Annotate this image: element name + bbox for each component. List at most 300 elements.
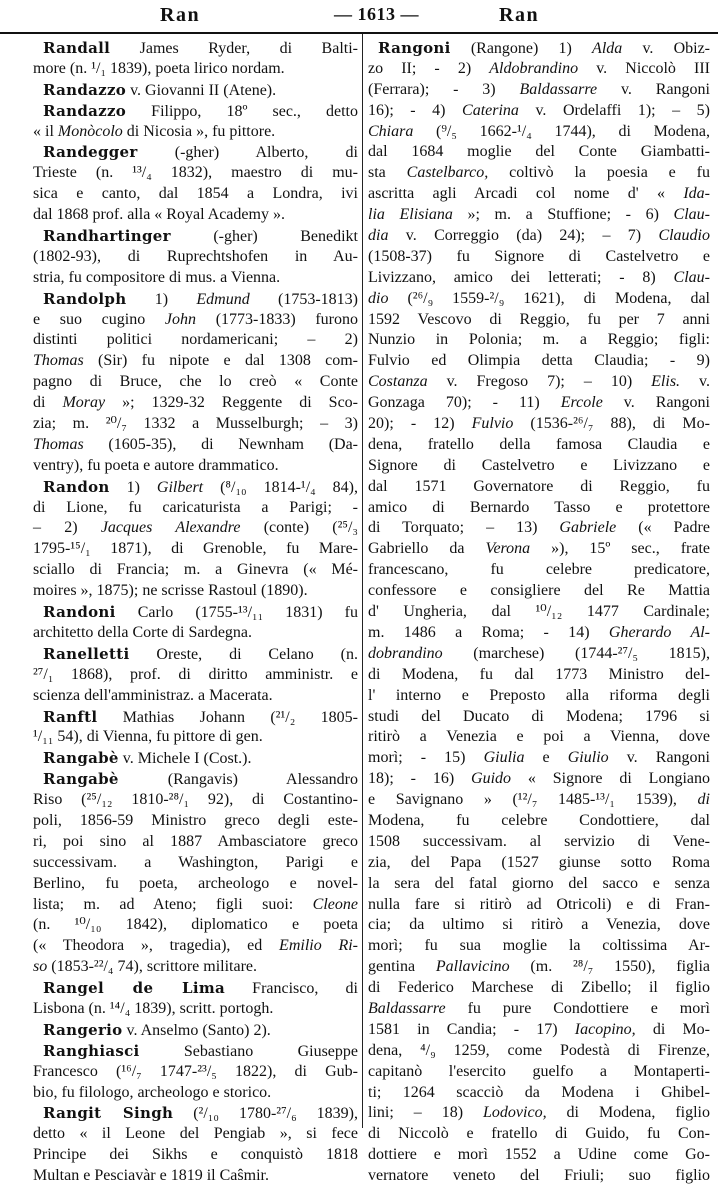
body-text: dal 1684 moglie del Conte Giambatti- xyxy=(368,143,710,161)
body-text: « Signore di Longiano xyxy=(511,770,710,788)
text-line xyxy=(33,122,358,143)
body-text: ventry), fu poeta e autore drammatico. xyxy=(33,456,279,474)
body-text: e suo cugino xyxy=(33,310,165,328)
body-text: (-gher) Benedikt xyxy=(170,228,358,246)
text-line xyxy=(33,707,358,728)
body-text: more (n. ¹/₁ 1839), poeta lirico nordam. xyxy=(33,59,285,77)
body-text: amico di Bernardo Tasso e protettore xyxy=(368,498,710,516)
text-line xyxy=(368,205,710,226)
text-line xyxy=(33,769,358,790)
italic-text: Elis. xyxy=(651,373,681,391)
body-text: Filippo, 18º sec., detto xyxy=(126,102,358,120)
body-text: cia; da ultimo si ritirò a Venezia, dove xyxy=(368,916,710,934)
body-text: 1592 Vescovo di Reggio, fu per 7 anni xyxy=(368,310,710,328)
text-line xyxy=(368,477,710,498)
body-text: Modena, fu celebre Condottiere, dal xyxy=(368,811,710,829)
body-text: poli, 1856-59 Ministro greco degli este- xyxy=(33,811,358,829)
body-text: (Ferrara); - 3) xyxy=(368,80,520,98)
body-text: e Savignano » (¹²/₇ 1485-¹³/₁ 1539), xyxy=(368,791,698,809)
text-line xyxy=(368,268,710,289)
body-text: (⁸/₁₀ 1814-¹/₄ 84), xyxy=(203,478,359,496)
text-line xyxy=(33,1041,358,1062)
body-text: Lisbona (n. ¹⁴/₄ 1839), scritt. portogh. xyxy=(33,999,274,1017)
body-text: (²⁶/₉ 1559-²/₉ 1621), di Modena, dal xyxy=(388,289,710,307)
entry-headword: Rangabè xyxy=(43,749,119,768)
body-text: 20); - 12) xyxy=(368,415,472,433)
column-divider xyxy=(362,34,363,1128)
body-text: (1802-93), di Ruprechtshofen in Au- xyxy=(33,247,358,265)
text-line xyxy=(368,644,710,665)
body-text: di Federico Marchese di Zibello; il figlio xyxy=(368,979,710,997)
body-text: (1753-1813) xyxy=(249,290,358,308)
text-line xyxy=(33,226,358,247)
body-text: v. Giovanni II (Atene). xyxy=(126,81,277,99)
body-text: (m. ²⁸/₇ 1550), figlia xyxy=(509,958,711,976)
italic-text: Jacques Alexandre xyxy=(100,519,241,537)
body-text: di Mo- xyxy=(635,1020,710,1038)
body-text: di Lione, fu caricaturista a Parigi; - xyxy=(33,498,358,516)
text-line xyxy=(368,1020,710,1041)
italic-text: di xyxy=(697,791,710,809)
header-left-guide-word: Ran xyxy=(160,4,201,26)
body-text: v. Anselmo (Santo) 2). xyxy=(122,1021,271,1039)
text-line xyxy=(33,518,358,539)
body-text: Francesco (¹⁶/₇ 1747-²³/₅ 1822), di Gub- xyxy=(33,1062,358,1080)
text-line xyxy=(33,142,358,163)
body-text: francescano, fu celebre predicatore, xyxy=(368,561,710,579)
text-line xyxy=(33,477,358,498)
text-line xyxy=(368,101,710,122)
text-line xyxy=(368,1041,710,1062)
text-line xyxy=(33,435,358,456)
text-line xyxy=(368,1062,710,1083)
italic-text: Chiara xyxy=(368,122,414,140)
body-text: (marchese) (1744-²⁷/₅ 1815), xyxy=(442,644,710,662)
italic-text: Cleone xyxy=(312,895,358,913)
text-line xyxy=(33,915,358,936)
body-text: gentina xyxy=(368,958,436,976)
italic-text: dio xyxy=(368,289,389,307)
body-text: di Niccolò e fratello di Guido, fu Con- xyxy=(368,1125,710,1143)
body-text: zia; m. ²⁰/₇ 1332 a Musselburgh; – 3) xyxy=(33,415,358,433)
text-line xyxy=(33,1145,358,1166)
text-line xyxy=(33,205,358,226)
italic-text: so xyxy=(33,958,48,976)
text-line xyxy=(368,1166,710,1187)
body-text: – 2) xyxy=(33,519,101,537)
text-line xyxy=(368,142,710,163)
body-text: scienza dell'amministraz. a Macerata. xyxy=(33,686,273,704)
entry-headword: Rangerio xyxy=(43,1020,123,1039)
body-text: (1605-35), di Newnham (Da- xyxy=(83,435,358,453)
italic-text: Caterina xyxy=(462,101,519,119)
text-line xyxy=(33,623,358,644)
italic-text: Verona xyxy=(485,540,531,558)
body-text: 16); - 4) xyxy=(368,101,463,119)
text-line xyxy=(33,163,358,184)
text-line xyxy=(368,330,710,351)
text-line xyxy=(368,665,710,686)
body-text: v. Ordelaffi 1); – 5) xyxy=(518,101,710,119)
body-text: la sera del fatal giorno del sacco e senza xyxy=(368,874,710,892)
body-text: di Nicosia », fu pittore. xyxy=(122,122,276,140)
body-text: Berlino, fu poeta, archeologo e novel- xyxy=(33,874,358,892)
body-text: zia, del Papa (1527 giunse sotto Roma xyxy=(368,853,710,871)
text-line xyxy=(33,1103,358,1124)
text-line xyxy=(368,686,710,707)
body-text: Fulvio ed Olimpia detta Claudia; - 9) xyxy=(368,352,710,370)
text-line xyxy=(368,602,710,623)
text-line xyxy=(368,1083,710,1104)
body-text: « il xyxy=(33,122,58,140)
italic-text: Gherardo Al- xyxy=(608,623,710,641)
text-line xyxy=(33,1062,358,1083)
body-text: (1536-²⁶/₇ 88), di Mo- xyxy=(513,415,710,433)
italic-text: Gilbert xyxy=(156,478,204,496)
body-text: ti; 1264 scacciò da Modena i Ghibel- xyxy=(368,1083,710,1101)
body-text: bio, fu filologo, archeologo e storico. xyxy=(33,1083,272,1101)
body-text: ritirò a Venezia e poi a Vienna, dove xyxy=(368,728,710,746)
body-text: Principe dei Sikhs e conquistò 1818 xyxy=(33,1146,358,1164)
text-line xyxy=(368,289,710,310)
text-line xyxy=(368,518,710,539)
italic-text: Fulvio xyxy=(471,415,514,433)
text-line xyxy=(368,498,710,519)
text-line xyxy=(33,539,358,560)
text-line xyxy=(368,957,710,978)
text-line xyxy=(368,936,710,957)
text-line xyxy=(368,978,710,999)
body-text: dena, fratello della famosa Claudia e xyxy=(368,435,710,453)
text-line xyxy=(368,539,710,560)
text-line xyxy=(33,393,358,414)
body-text: (conte) (²⁵/₃ xyxy=(240,519,359,537)
italic-text: Claudio xyxy=(658,227,710,245)
body-text: ¹/₁₁ 54), di Vienna, fu pittore di gen. xyxy=(33,728,263,746)
text-line xyxy=(33,832,358,853)
text-line xyxy=(33,38,358,59)
body-text: (⁹/₅ 1662-¹/₄ 1744), di Modena, xyxy=(413,122,710,140)
text-line xyxy=(368,853,710,874)
body-text: lini; – 18) xyxy=(368,1104,484,1122)
italic-text: Ida- xyxy=(683,185,710,203)
body-text: (-gher) Alberto, di xyxy=(137,144,358,162)
text-line xyxy=(33,310,358,331)
italic-text: Emilio Ri- xyxy=(279,937,359,955)
text-line xyxy=(368,560,710,581)
text-line xyxy=(368,790,710,811)
italic-text: dobrandino xyxy=(368,644,443,662)
entry-headword: Randolph xyxy=(43,289,127,308)
text-line xyxy=(368,38,710,59)
body-text: zo II; - 2) xyxy=(368,59,490,77)
text-line xyxy=(33,686,358,707)
text-line xyxy=(368,414,710,435)
header-page-number: — 1613 — xyxy=(334,4,419,24)
body-text: di Modena, fu dal 1773 Ministro del- xyxy=(368,665,710,683)
body-text: Signore di Castelvetro e Livizzano e xyxy=(368,456,710,474)
text-line xyxy=(33,874,358,895)
body-text: sica e canto, dal 1854 a Londra, ivi xyxy=(33,185,358,203)
body-text: v. Fregoso 7); – 10) xyxy=(427,373,652,391)
body-text: Riso (²⁵/₁₂ 1810-²⁸/₁ 92), di Costantino- xyxy=(33,791,358,809)
text-line xyxy=(368,832,710,853)
text-line xyxy=(368,1103,710,1124)
entry-headword: Rangel de Lima xyxy=(43,979,226,998)
body-text: Mathias Johann (²¹/₂ 1805- xyxy=(97,708,358,726)
body-text: v. Obiz- xyxy=(622,40,711,57)
text-line xyxy=(368,184,710,205)
italic-text: Gabriele xyxy=(559,519,617,537)
italic-text: John xyxy=(164,310,197,328)
text-line xyxy=(33,498,358,519)
header-rule xyxy=(0,32,718,34)
text-line xyxy=(33,1166,358,1187)
italic-text: Clau- xyxy=(673,206,710,224)
text-line xyxy=(33,1083,358,1104)
text-line xyxy=(33,811,358,832)
body-text: v. Michele I (Cost.). xyxy=(118,750,252,768)
text-line xyxy=(33,351,358,372)
text-line xyxy=(368,811,710,832)
italic-text: Pallavicino xyxy=(435,958,510,976)
text-line xyxy=(33,101,358,122)
text-line xyxy=(368,623,710,644)
italic-text: Lodovico, xyxy=(483,1104,547,1122)
body-text: morì; - 15) xyxy=(368,749,484,767)
body-text: Gonzaga 70); - 11) xyxy=(368,394,561,412)
text-line xyxy=(33,59,358,80)
entry-headword: Ranghiasci xyxy=(43,1041,140,1060)
body-text: 1) xyxy=(126,290,197,308)
text-line xyxy=(368,80,710,101)
text-line xyxy=(33,602,358,623)
left-column xyxy=(33,38,358,1187)
italic-text: dia xyxy=(368,227,389,245)
body-text: pagno di Bruce, che lo creò « Conte xyxy=(33,373,358,391)
italic-text: lia Elisiana xyxy=(368,206,453,224)
text-line xyxy=(33,414,358,435)
body-text: v. Correggio (da) 24); – 7) xyxy=(388,227,659,245)
entry-headword: Rangabè xyxy=(43,770,119,789)
body-text: fu pure Condottiere e morì xyxy=(445,999,710,1017)
body-text: dottiere e morì 1552 a Udine come Go- xyxy=(368,1146,710,1164)
body-text: Nunzio in Polonia; m. a Reggio; figli: xyxy=(368,331,710,349)
text-line xyxy=(368,351,710,372)
text-line xyxy=(368,393,710,414)
body-text: sciallo di Francia; m. a Ginevra (« Mé- xyxy=(33,561,358,579)
entry-headword: Rangoni xyxy=(378,39,451,57)
body-text: m. 1486 a Roma; - 14) xyxy=(368,623,609,641)
text-line xyxy=(33,80,358,101)
entry-headword: Ranelletti xyxy=(43,644,130,663)
entry-headword: Randon xyxy=(43,477,110,496)
body-text: 18); - 16) xyxy=(368,770,472,788)
text-line xyxy=(368,915,710,936)
right-column xyxy=(368,38,710,1187)
italic-text: Ercole xyxy=(560,394,603,412)
body-text: ²⁷/₁ 1868), prof. di diritto amministr. e xyxy=(33,665,358,683)
text-line xyxy=(368,1145,710,1166)
text-line xyxy=(33,978,358,999)
entry-headword: Randazzo xyxy=(43,80,127,99)
text-line xyxy=(33,581,358,602)
text-line xyxy=(368,895,710,916)
body-text: Livizzano, amico dei letterati; - 8) xyxy=(368,268,674,286)
text-line xyxy=(368,999,710,1020)
body-text: (1508-37) fu Signore di Castelvetro e xyxy=(368,247,710,265)
body-text: (« Theodora », tragedia), ed xyxy=(33,937,280,955)
body-text: (Sir) fu nipote e dal 1308 com- xyxy=(83,352,358,370)
body-text: e xyxy=(524,749,568,767)
body-text: vernatore veneto del Friuli; suo figlio xyxy=(368,1167,710,1185)
italic-text: Giulio xyxy=(567,749,609,767)
entry-headword: Randegger xyxy=(43,143,138,162)
text-line xyxy=(33,1124,358,1145)
text-line xyxy=(33,999,358,1020)
text-line xyxy=(368,310,710,331)
text-line xyxy=(368,435,710,456)
body-text: dena, ⁴/₉ 1259, come Podestà di Firenze, xyxy=(368,1041,710,1059)
body-text: di xyxy=(33,394,63,412)
body-text: »; 1329-32 Reggente di Sco- xyxy=(105,394,358,412)
body-text: v. Rangoni xyxy=(597,80,710,98)
body-text: 1508 successivam. al servizio di Vene- xyxy=(368,832,710,850)
body-text: dal 1571 Governatore di Reggio, fu xyxy=(368,477,710,495)
body-text: architetto della Corte di Sardegna. xyxy=(33,623,253,641)
body-text: v. Rangoni xyxy=(602,394,710,412)
text-line xyxy=(33,727,358,748)
body-text: di Torquato; – 13) xyxy=(368,519,560,537)
body-text: moires », 1875); ne scrisse Rastoul (1890). xyxy=(33,582,308,600)
italic-text: Giulia xyxy=(483,749,525,767)
entry-headword: Randoni xyxy=(43,603,116,622)
body-text: Multan e Pesciavàr e 1819 il Caŝmir. xyxy=(33,1167,269,1185)
body-text: 1) xyxy=(109,478,157,496)
italic-text: Alda xyxy=(592,40,623,57)
body-text: ascritta agli Arcadi col nome d' « xyxy=(368,185,684,203)
text-line xyxy=(368,1124,710,1145)
text-line xyxy=(368,247,710,268)
body-text: (²/₁₀ 1780-²⁷/₆ 1839), xyxy=(173,1105,359,1123)
body-text: Oreste, di Celano (n. xyxy=(129,645,358,663)
text-line xyxy=(368,456,710,477)
text-line xyxy=(368,163,710,184)
text-line xyxy=(33,853,358,874)
body-text: detto « il Leone del Pengiab », si fece xyxy=(33,1125,358,1143)
text-line xyxy=(33,644,358,665)
text-line xyxy=(33,895,358,916)
body-text: studi del Ducato di Modena; 1796 si xyxy=(368,707,710,725)
entry-headword: Randall xyxy=(43,39,111,57)
body-text: (1773-1833) furono xyxy=(196,310,359,328)
entry-headword: Randhartinger xyxy=(43,227,171,246)
text-line xyxy=(368,122,710,143)
body-text: morì; fu sua moglie la coltissima Ar- xyxy=(368,937,710,955)
text-line xyxy=(368,727,710,748)
text-line xyxy=(33,184,358,205)
body-text: 1795-¹⁵/₁ 1871), di Grenoble, fu Mare- xyxy=(33,540,358,558)
header-right-guide-word: Ran xyxy=(499,4,540,26)
text-line xyxy=(33,665,358,686)
italic-text: Edmund xyxy=(196,290,250,308)
text-line xyxy=(368,769,710,790)
body-text: Gabriello da xyxy=(368,540,486,558)
entry-headword: Randazzo xyxy=(43,101,127,120)
body-text: v. Rangoni xyxy=(608,749,710,767)
text-line xyxy=(33,268,358,289)
text-line xyxy=(368,59,710,80)
text-line xyxy=(33,957,358,978)
italic-text: Moray xyxy=(62,394,106,412)
body-text: distinti politici nordamericani; – 2) xyxy=(33,331,358,349)
body-text: (n. ¹⁰/₁₀ 1842), diplomatico e poeta xyxy=(33,916,358,934)
body-text: (Rangavis) Alessandro xyxy=(118,771,358,789)
entry-headword: Ranftl xyxy=(43,707,98,726)
body-text: »; m. a Stuffione; - 6) xyxy=(452,206,674,224)
body-text: d' Ungheria, dal ¹⁰/₁₂ 1477 Cardinale; xyxy=(368,603,710,621)
body-text: di Modena, figlio xyxy=(546,1104,711,1122)
italic-text: Baldassarre xyxy=(519,80,598,98)
italic-text: Clau- xyxy=(673,268,710,286)
body-text: successivam. a Washington, Parigi e xyxy=(33,853,358,871)
entry-headword: Rangit Singh xyxy=(43,1104,174,1123)
text-line xyxy=(368,748,710,769)
body-text: James Ryder, di Balti- xyxy=(110,40,358,57)
body-text: confessore e consigliere del Re Mattia xyxy=(368,582,710,600)
italic-text: Castelbarco, xyxy=(406,164,489,182)
body-text: lista; m. ad Ateno; figli suoi: xyxy=(33,895,313,913)
text-line xyxy=(368,707,710,728)
body-text: stria, fu compositore di mus. a Vienna. xyxy=(33,268,281,286)
body-text: (« Padre xyxy=(616,519,710,537)
body-text: (Rangone) 1) xyxy=(450,40,593,57)
body-text: l' interno e Preposto alla riforma degli xyxy=(368,686,710,704)
text-line xyxy=(368,581,710,602)
body-text: Trieste (n. ¹³/₄ 1832), maestro di mu- xyxy=(33,164,358,182)
body-text: »), 15º sec., frate xyxy=(530,540,710,558)
text-line xyxy=(368,372,710,393)
body-text: nulla fare si ritirò ad Otricoli) e di Fran- xyxy=(368,895,710,913)
text-line xyxy=(33,748,358,769)
italic-text: Guido xyxy=(471,770,512,788)
text-line xyxy=(33,790,358,811)
body-text: coltivò la poesia e fu xyxy=(488,164,710,182)
body-text: sta xyxy=(368,164,407,182)
italic-text: Aldobrandino xyxy=(489,59,579,77)
italic-text: Thomas xyxy=(33,435,84,453)
text-line xyxy=(33,330,358,351)
body-text: capitanò l'esercito guelfo a Montaperti- xyxy=(368,1062,710,1080)
body-text: ri, poi sino al 1887 Ambasciatore greco xyxy=(33,832,358,850)
body-text: Carlo (1755-¹³/₁₁ 1831) fu xyxy=(115,604,358,622)
body-text: v. Niccolò III xyxy=(578,59,710,77)
body-text: (1853-²²/₄ 74), scrittore militare. xyxy=(47,958,258,976)
body-text: v. xyxy=(680,373,710,391)
italic-text: Iacopino, xyxy=(574,1020,636,1038)
body-text: dal 1868 prof. alla « Royal Academy ». xyxy=(33,206,285,224)
body-text: 1581 in Candia; - 17) xyxy=(368,1020,575,1038)
italic-text: Monòcolo xyxy=(57,122,123,140)
text-line xyxy=(368,226,710,247)
italic-text: Thomas xyxy=(33,352,84,370)
page-header xyxy=(0,4,718,26)
body-text: Francisco, di xyxy=(225,980,358,998)
text-line xyxy=(33,1020,358,1041)
text-line xyxy=(33,936,358,957)
italic-text: Costanza xyxy=(368,373,428,391)
text-line xyxy=(33,372,358,393)
